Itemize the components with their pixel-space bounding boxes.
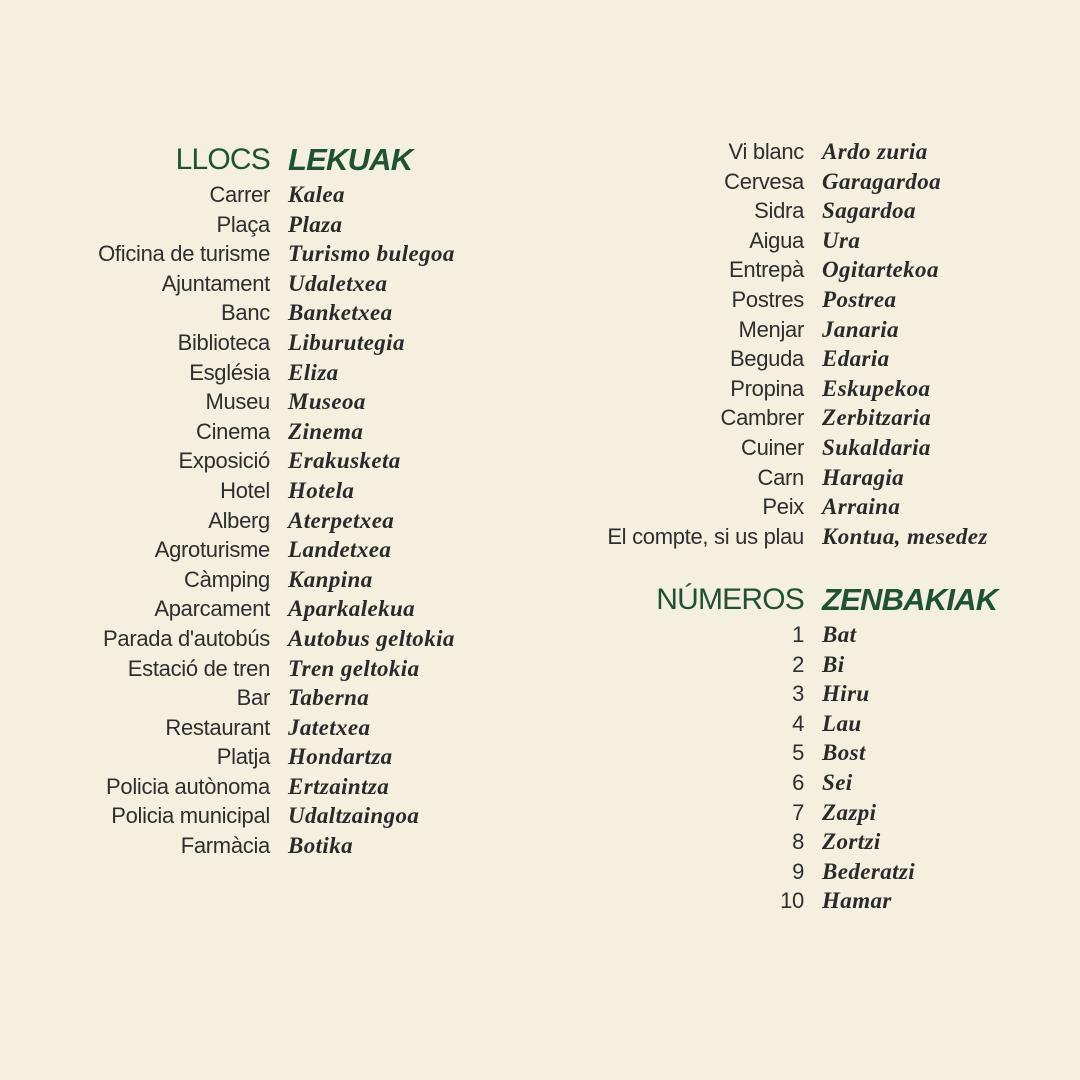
basque-term: Turismo bulegoa [288,241,455,267]
basque-term: Sagardoa [822,198,916,224]
catalan-term: Vi blanc [728,139,804,164]
basque-term: Ertzaintza [288,773,390,799]
basque-term: Lau [822,710,862,736]
catalan-term: Banc [221,300,270,326]
basque-term: Plaza [288,211,343,237]
basque-term: Sei [822,769,853,795]
catalan-term: 6 [792,769,804,795]
basque-term: Jatetxea [288,714,371,740]
catalan-term: Platja [216,744,270,770]
numbers-heading-basque: ZENBAKIAK [822,582,998,617]
catalan-term: Plaça [216,211,270,237]
basque-term: Liburutegia [288,329,405,355]
basque-term: Hotela [288,477,355,503]
catalan-term: Església [189,359,270,385]
catalan-term: Càmping [184,566,270,592]
catalan-term: 4 [792,710,804,736]
catalan-term: Biblioteca [177,329,270,355]
basque-term: Ogitartekoa [822,257,939,283]
basque-term: Taberna [288,685,370,711]
catalan-term: Entrepà [729,257,804,283]
catalan-term: 9 [792,858,804,884]
catalan-term: Ajuntament [161,270,270,296]
basque-term: Kalea [288,182,345,207]
basque-term: Arraina [822,494,901,520]
basque-term: Landetxea [288,537,392,563]
basque-term: Zazpi [822,799,877,825]
basque-term: Janaria [822,316,899,342]
catalan-term: Menjar [738,316,804,342]
basque-term: Udaltzaingoa [288,803,420,829]
places-heading-basque: LEKUAK [288,142,413,177]
catalan-term: Policia municipal [111,803,270,829]
catalan-term: 5 [792,740,804,766]
catalan-term: 2 [792,651,804,677]
basque-term: Aparkalekua [288,596,416,622]
catalan-term: Cuiner [740,434,804,460]
basque-term: Botika [288,833,354,859]
basque-term: Hamar [822,888,892,914]
basque-term: Tren geltokia [288,655,420,681]
basque-term: Bederatzi [822,858,916,884]
catalan-term: Cambrer [720,405,804,431]
catalan-term: Exposició [178,448,270,474]
basque-term: Ardo zuria [822,139,928,164]
basque-term: Eskupekoa [822,375,931,401]
basque-term: Museoa [288,389,366,415]
basque-term: Edaria [822,346,890,372]
basque-term: Postrea [822,286,897,312]
catalan-term: Agroturisme [154,537,270,563]
basque-term: Kontua, mesedez [822,523,988,549]
catalan-term: Aigua [749,227,804,253]
catalan-term: Sidra [754,198,804,224]
basque-term: Bat [822,622,857,647]
catalan-term: Farmàcia [180,833,270,859]
catalan-term: El compte, si us plau [607,523,804,549]
catalan-term: Peix [762,494,804,520]
basque-term: Erakusketa [288,448,401,474]
places-heading-catalan: LLOCS [175,143,270,176]
catalan-term: Postres [731,286,804,312]
catalan-term: Museu [205,389,270,415]
catalan-term: Restaurant [165,714,270,740]
catalan-term: Alberg [208,507,270,533]
basque-term: Autobus geltokia [288,625,455,651]
catalan-term: Beguda [729,346,804,372]
basque-term: Zinema [288,418,364,444]
basque-term: Banketxea [288,300,393,326]
catalan-term: Hotel [220,477,270,503]
catalan-term: Aparcament [154,596,270,622]
basque-term: Ura [822,227,861,253]
catalan-term: Oficina de turisme [98,241,270,267]
basque-term: Garagardoa [822,168,942,194]
catalan-term: Bar [236,685,270,711]
basque-term: Sukaldaria [822,434,931,460]
basque-term: Bi [822,651,845,677]
catalan-term: Parada d'autobús [103,625,270,651]
basque-term: Bost [822,740,866,766]
catalan-term: Policia autònoma [106,773,270,799]
catalan-term: Carrer [209,182,270,207]
basque-term: Kanpina [288,566,373,592]
basque-term: Eliza [288,359,339,385]
catalan-term: 10 [780,888,804,914]
catalan-term: Propina [730,375,804,401]
catalan-term: Estació de tren [127,655,270,681]
numbers-heading-catalan: NÚMEROS [656,583,804,616]
catalan-term: 3 [792,681,804,707]
catalan-term: 7 [792,799,804,825]
basque-term: Udaletxea [288,270,388,296]
catalan-term: 8 [792,829,804,855]
basque-term: Aterpetxea [288,507,395,533]
basque-term: Haragia [822,464,905,490]
basque-term: Zortzi [822,829,881,855]
catalan-term: Carn [757,464,804,490]
catalan-term: 1 [792,622,804,647]
catalan-term: Cervesa [724,168,804,194]
basque-term: Hondartza [288,744,393,770]
basque-term: Hiru [822,681,870,707]
catalan-term: Cinema [195,418,270,444]
basque-term: Zerbitzaria [822,405,932,431]
